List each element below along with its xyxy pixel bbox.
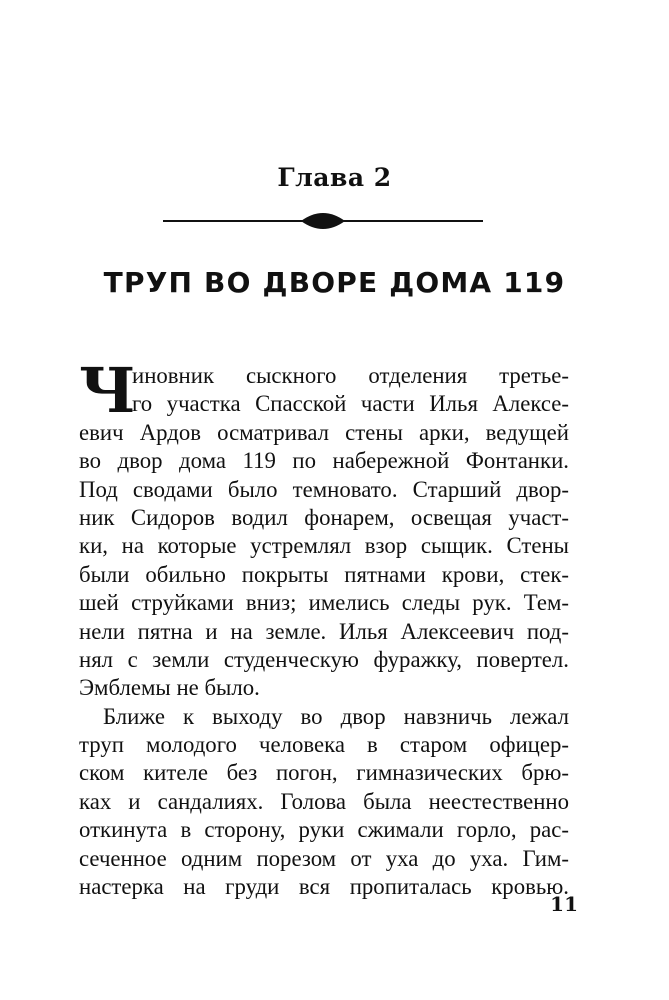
text-line: евич Ардов осматривал стены арки, ведущей (79, 419, 569, 445)
divider-ornament (163, 210, 483, 232)
text-line: ник Сидоров водил фонарем, освещая участ- (79, 504, 569, 530)
text-line: шей струйками вниз; имелись следы рук. Тем- (79, 590, 569, 616)
text-line: сеченное одним порезом от уха до уха. Гим- (79, 845, 569, 871)
text-line: ки, на которые устремлял взор сыщик. Стены (79, 533, 569, 559)
page-number: 11 (550, 892, 578, 916)
body-text (79, 354, 569, 901)
text-line: Эмблемы не было. (79, 675, 260, 701)
text-line: Ближе к выходу во двор навзничь лежал (103, 703, 569, 729)
text-line: нял с земли студенческую фуражку, повертел. (79, 646, 569, 672)
chapter-title: ТРУП ВО ДВОРЕ ДОМА 119 (103, 266, 566, 299)
text-line: иновник сыскного отделения третье- (132, 363, 569, 388)
text-line: ках и сандалиях. Голова была неестественно (79, 788, 569, 814)
text-line: труп молодого человека в старом офицер- (79, 732, 569, 758)
text-line: ском кителе без погон, гимназических брю- (79, 760, 569, 786)
text-line: во двор дома 119 по набережной Фонтанки. (79, 448, 569, 474)
text-line: го участка Спасской части Илья Алексе- (132, 391, 569, 417)
text-line: были обильно покрыты пятнами крови, стек- (79, 561, 569, 587)
text-line: настерка на груди вся пропиталась кровью. (79, 874, 569, 900)
chapter-label: Глава 2 (277, 163, 392, 192)
text-line: Под сводами было темновато. Старший двор- (79, 476, 569, 502)
text-line: нели пятна и на земле. Илья Алексеевич под- (79, 618, 569, 644)
drop-cap: Ч (79, 354, 136, 427)
text-line: откинута в сторону, руки сжимали горло, рас- (79, 817, 569, 843)
